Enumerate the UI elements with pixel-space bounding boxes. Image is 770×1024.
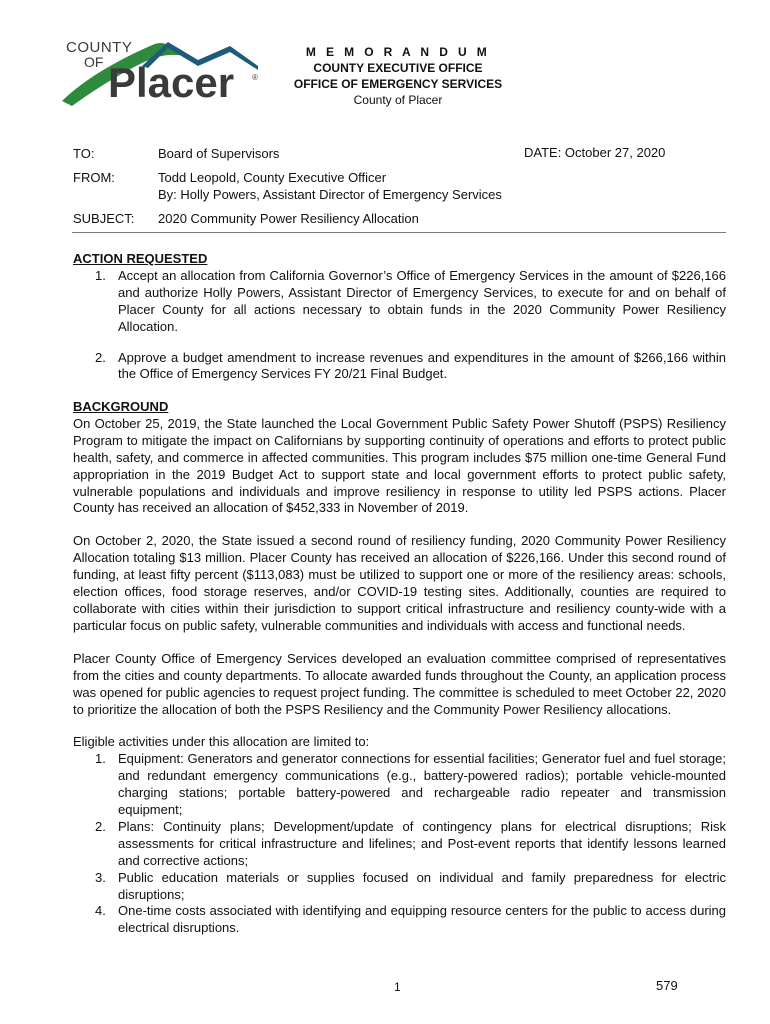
action-item-text: Accept an allocation from California Governor’s Office of Emergency Services in the amount of $226,166 and authorize Holly Powers, Assistant Director of Emergency Services, to execute for and on behalf of Placer County for all actions necessary to obtain funds in the 2020 Community Power Resiliency Allocation. <box>118 267 726 334</box>
background-paragraph-1: On October 25, 2019, the State launched the Local Government Public Safety Power Shutoff (PSPS) Resiliency Program to mitigate the impact on Californians by supporting continuity of operations and efforts to protect public health, safety, and commerce in affected communities. This program includes $75 million one-time General Fund appropriation in the 2019 Budget Act to support state and local government efforts to protect public safety, vulnerable populations and individuals and improve resiliency in response to utility led PSPS actions. Placer County has received an allocation of $452,333 in November of 2019. <box>73 415 726 516</box>
office-name-1: COUNTY EXECUTIVE OFFICE <box>313 61 483 75</box>
action-item <box>73 350 726 384</box>
action-item-text: Approve a budget amendment to increase revenues and expenditures in the amount of $266,166 within the Office of Emergency Services FY 20/21 Final Budget. <box>118 349 726 382</box>
county-logo-graphic <box>58 36 268 111</box>
action-requested-heading: ACTION REQUESTED <box>73 251 208 266</box>
logo-county-text: COUNTY <box>66 39 133 56</box>
eligible-item <box>73 751 726 819</box>
document-stamp-number: 579 <box>656 978 678 993</box>
page-number: 1 <box>394 980 401 994</box>
eligible-item-text: One-time costs associated with identifying and equipping resource centers for the public to access during electrical disruptions. <box>118 903 726 936</box>
background-heading: BACKGROUND <box>73 399 169 414</box>
background-paragraph-3: Placer County Office of Emergency Services developed an evaluation committee comprised of representatives from the cities and county departments. To allocate awarded funds throughout the County, an application process was opened for public agencies to request project funding. The committee is scheduled to meet October 22, 2020 to prioritize the allocation of both the PSPS Resiliency and the Community Power Resiliency allocations. <box>73 650 726 717</box>
from-line-1: Todd Leopold, County Executive Officer <box>158 170 387 185</box>
eligible-item <box>73 870 726 904</box>
eligible-item-text: Plans: Continuity plans; Development/update of contingency plans for electrical disruptions; Risk assessments for critical infrastructure and lifelines; and Post-event reports that identify lessons learned and corrective actions; <box>118 818 726 868</box>
county-logo <box>58 36 268 111</box>
subject-label: SUBJECT: <box>73 211 135 226</box>
eligible-item-text: Public education materials or supplies focused on individual and family preparedness for electric disruptions; <box>118 869 726 902</box>
to-value: Board of Supervisors <box>158 146 280 161</box>
eligible-activities-list <box>73 751 726 937</box>
logo-registered-mark: ® <box>252 73 258 82</box>
memo-header <box>278 44 518 108</box>
eligible-item-text: Equipment: Generators and generator connections for essential facilities; Generator fuel and fuel storage; and redundant emergency communications (e.g., battery-powered radios); portable vehicle-mounted charging stations; portable battery-powered and rechargeable radio repeater and transmission equipment; <box>118 751 726 818</box>
action-item-number: 1. <box>95 267 106 283</box>
background-section <box>73 399 726 937</box>
action-item-number: 2. <box>95 349 106 365</box>
background-paragraph-2: On October 2, 2020, the State issued a second round of resiliency funding, 2020 Community Power Resiliency Allocation totaling $13 million. Placer County has received an allocation of $226,166. Under this second round of funding, at least fifty percent ($113,083) must be utilized to support one or more of the resiliency areas: schools, election offices, food storage reserves, and/or COVID-19 testing sites. Additionally, counties are required to collaborate with cities within their jurisdiction to support critical infrastructure and resiliency county-wide with a particular focus on public safety, vulnerable communities and individuals with access and functional needs. <box>73 533 726 633</box>
eligible-item <box>73 903 726 937</box>
header-divider <box>72 232 726 233</box>
memo-title: M E M O R A N D U M <box>305 45 491 59</box>
eligible-item-number: 1. <box>95 751 106 767</box>
from-line-2: By: Holly Powers, Assistant Director of Emergency Services <box>158 187 502 202</box>
office-name-2: OFFICE OF EMERGENCY SERVICES <box>293 77 503 91</box>
action-requested-section <box>73 251 726 383</box>
memo-date: DATE: October 27, 2020 <box>524 145 666 160</box>
to-label: TO: <box>73 146 95 161</box>
eligible-item-number: 3. <box>95 869 106 885</box>
eligible-intro: Eligible activities under this allocation are limited to: <box>73 734 370 750</box>
eligible-item <box>73 819 726 870</box>
eligible-item-number: 2. <box>95 818 106 834</box>
logo-placer-text: Placer <box>108 59 235 106</box>
from-label: FROM: <box>73 170 115 185</box>
action-list <box>73 268 726 383</box>
eligible-item-number: 4. <box>95 903 106 919</box>
logo-of-text: OF <box>84 54 104 70</box>
action-item <box>73 268 726 336</box>
county-name: County of Placer <box>353 93 443 107</box>
subject-value: 2020 Community Power Resiliency Allocation <box>158 211 419 226</box>
